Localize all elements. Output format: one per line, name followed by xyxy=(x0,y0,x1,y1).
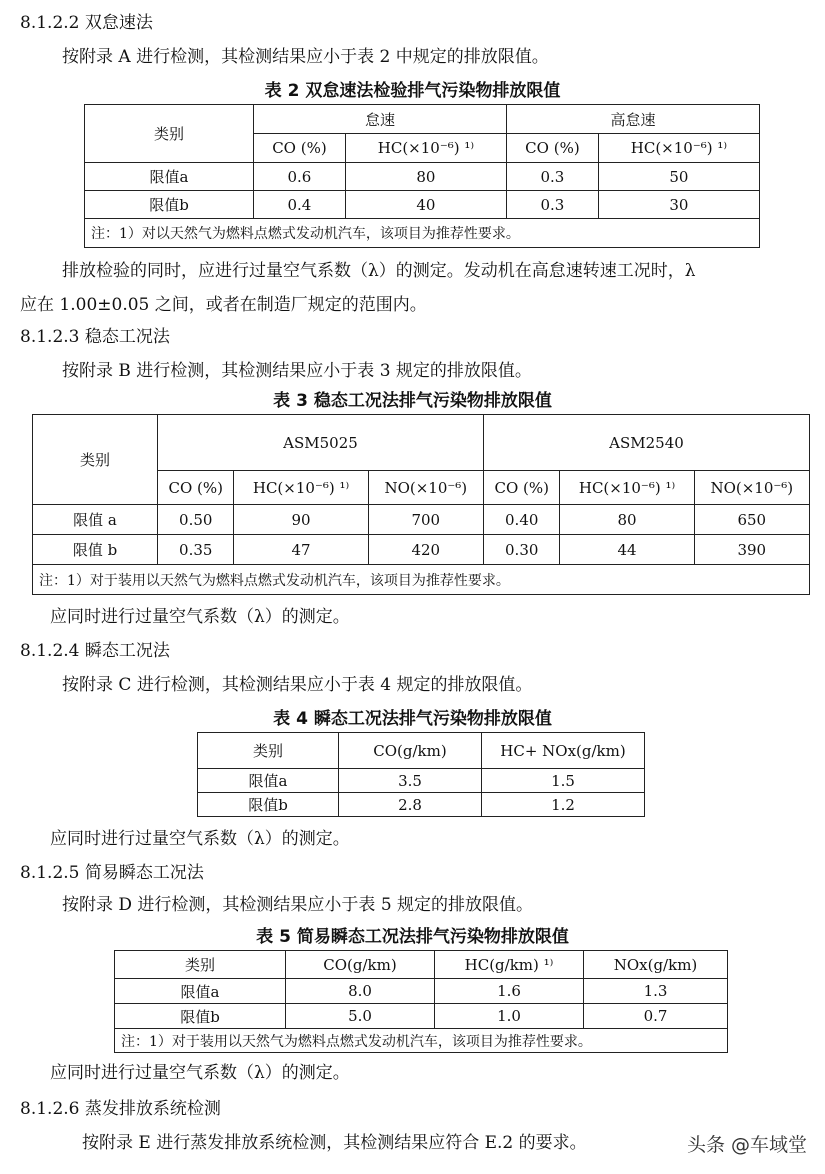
col-header: NO(×10⁻⁶) xyxy=(694,471,809,505)
table-row xyxy=(85,191,760,219)
cell: 650 xyxy=(694,505,809,535)
paragraph: 应在 1.00±0.05 之间，或者在制造厂规定的范围内。 xyxy=(20,295,427,315)
paragraph: 按附录 D 进行检测，其检测结果应小于表 5 规定的排放限值。 xyxy=(62,895,534,915)
table-2 xyxy=(84,104,760,248)
cell: 1.3 xyxy=(584,979,728,1004)
header-category: 类别 xyxy=(198,733,339,769)
table-2-caption: 表 2 双怠速法检验排气污染物排放限值 xyxy=(264,81,561,101)
group-header: ASM2540 xyxy=(483,415,809,471)
col-header: CO(g/km) xyxy=(286,951,435,979)
table-5-caption: 表 5 简易瞬态工况法排气污染物排放限值 xyxy=(256,927,569,947)
col-header: HC+ NOx(g/km) xyxy=(482,733,645,769)
col-header: CO (%) xyxy=(506,134,598,163)
table-row xyxy=(198,769,645,793)
row-label: 限值a xyxy=(115,979,286,1004)
row-label: 限值a xyxy=(198,769,339,793)
watermark: 头条 @车域堂 xyxy=(686,1134,807,1156)
row-label: 限值b xyxy=(85,191,254,219)
section-heading-8-1-2-5: 8.1.2.5 简易瞬态工况法 xyxy=(20,863,204,883)
cell: 1.0 xyxy=(435,1004,584,1029)
cell: 390 xyxy=(694,535,809,565)
cell: 700 xyxy=(368,505,483,535)
cell: 44 xyxy=(560,535,694,565)
section-heading-8-1-2-3: 8.1.2.3 稳态工况法 xyxy=(20,327,170,347)
cell: 0.40 xyxy=(483,505,559,535)
cell: 80 xyxy=(560,505,694,535)
cell: 0.7 xyxy=(584,1004,728,1029)
paragraph: 按附录 C 进行检测，其检测结果应小于表 4 规定的排放限值。 xyxy=(62,675,533,695)
cell: 8.0 xyxy=(286,979,435,1004)
cell: 30 xyxy=(598,191,759,219)
table-row xyxy=(85,163,760,191)
cell: 0.30 xyxy=(483,535,559,565)
paragraph: 按附录 B 进行检测，其检测结果应小于表 3 规定的排放限值。 xyxy=(62,361,532,381)
table-note: 注：1）对以天然气为燃料点燃式发动机汽车，该项目为推荐性要求。 xyxy=(85,219,760,248)
paragraph: 排放检验的同时，应进行过量空气系数（λ）的测定。发动机在高怠速转速工况时，λ xyxy=(62,261,696,281)
section-heading-8-1-2-4: 8.1.2.4 瞬态工况法 xyxy=(20,641,170,661)
cell: 50 xyxy=(598,163,759,191)
col-header: CO (%) xyxy=(158,471,234,505)
col-header: HC(g/km) ¹⁾ xyxy=(435,951,584,979)
section-heading-8-1-2-6: 8.1.2.6 蒸发排放系统检测 xyxy=(20,1099,221,1119)
group-header: 高怠速 xyxy=(506,105,759,134)
paragraph: 应同时进行过量空气系数（λ）的测定。 xyxy=(50,607,350,627)
cell: 1.5 xyxy=(482,769,645,793)
col-header: NOx(g/km) xyxy=(584,951,728,979)
paragraph: 应同时进行过量空气系数（λ）的测定。 xyxy=(50,1063,350,1083)
cell: 0.6 xyxy=(254,163,346,191)
cell: 0.4 xyxy=(254,191,346,219)
col-header: CO (%) xyxy=(254,134,346,163)
table-note: 注：1）对于装用以天然气为燃料点燃式发动机汽车，该项目为推荐性要求。 xyxy=(33,565,810,595)
col-header: CO (%) xyxy=(483,471,559,505)
cell: 1.2 xyxy=(482,793,645,817)
row-label: 限值b xyxy=(115,1004,286,1029)
paragraph: 应同时进行过量空气系数（λ）的测定。 xyxy=(50,829,350,849)
cell: 420 xyxy=(368,535,483,565)
row-label: 限值a xyxy=(85,163,254,191)
cell: 0.50 xyxy=(158,505,234,535)
cell: 0.35 xyxy=(158,535,234,565)
table-row xyxy=(198,793,645,817)
col-header: HC(×10⁻⁶) ¹⁾ xyxy=(598,134,759,163)
row-label: 限值b xyxy=(198,793,339,817)
header-category: 类别 xyxy=(33,415,158,505)
header-category: 类别 xyxy=(85,105,254,163)
group-header: ASM5025 xyxy=(158,415,484,471)
table-row xyxy=(115,1004,728,1029)
cell: 3.5 xyxy=(339,769,482,793)
table-row xyxy=(115,979,728,1004)
table-3-caption: 表 3 稳态工况法排气污染物排放限值 xyxy=(273,391,552,411)
cell: 40 xyxy=(345,191,506,219)
paragraph: 按附录 E 进行蒸发排放系统检测，其检测结果应符合 E.2 的要求。 xyxy=(82,1133,587,1153)
cell: 1.6 xyxy=(435,979,584,1004)
cell: 2.8 xyxy=(339,793,482,817)
table-4-caption: 表 4 瞬态工况法排气污染物排放限值 xyxy=(273,709,552,729)
group-header: 怠速 xyxy=(254,105,507,134)
cell: 0.3 xyxy=(506,163,598,191)
table-3 xyxy=(32,414,810,595)
cell: 90 xyxy=(234,505,368,535)
section-heading-8-1-2-2: 8.1.2.2 双怠速法 xyxy=(20,13,153,33)
table-4 xyxy=(197,732,645,817)
col-header: NO(×10⁻⁶) xyxy=(368,471,483,505)
col-header: HC(×10⁻⁶) ¹⁾ xyxy=(560,471,694,505)
table-5 xyxy=(114,950,728,1053)
cell: 47 xyxy=(234,535,368,565)
cell: 5.0 xyxy=(286,1004,435,1029)
col-header: HC(×10⁻⁶) ¹⁾ xyxy=(234,471,368,505)
header-category: 类别 xyxy=(115,951,286,979)
table-note: 注：1）对于装用以天然气为燃料点燃式发动机汽车，该项目为推荐性要求。 xyxy=(115,1029,728,1053)
cell: 80 xyxy=(345,163,506,191)
table-row xyxy=(33,505,810,535)
cell: 0.3 xyxy=(506,191,598,219)
paragraph: 按附录 A 进行检测，其检测结果应小于表 2 中规定的排放限值。 xyxy=(62,47,549,67)
row-label: 限值 b xyxy=(33,535,158,565)
row-label: 限值 a xyxy=(33,505,158,535)
col-header: CO(g/km) xyxy=(339,733,482,769)
col-header: HC(×10⁻⁶) ¹⁾ xyxy=(345,134,506,163)
table-row xyxy=(33,535,810,565)
